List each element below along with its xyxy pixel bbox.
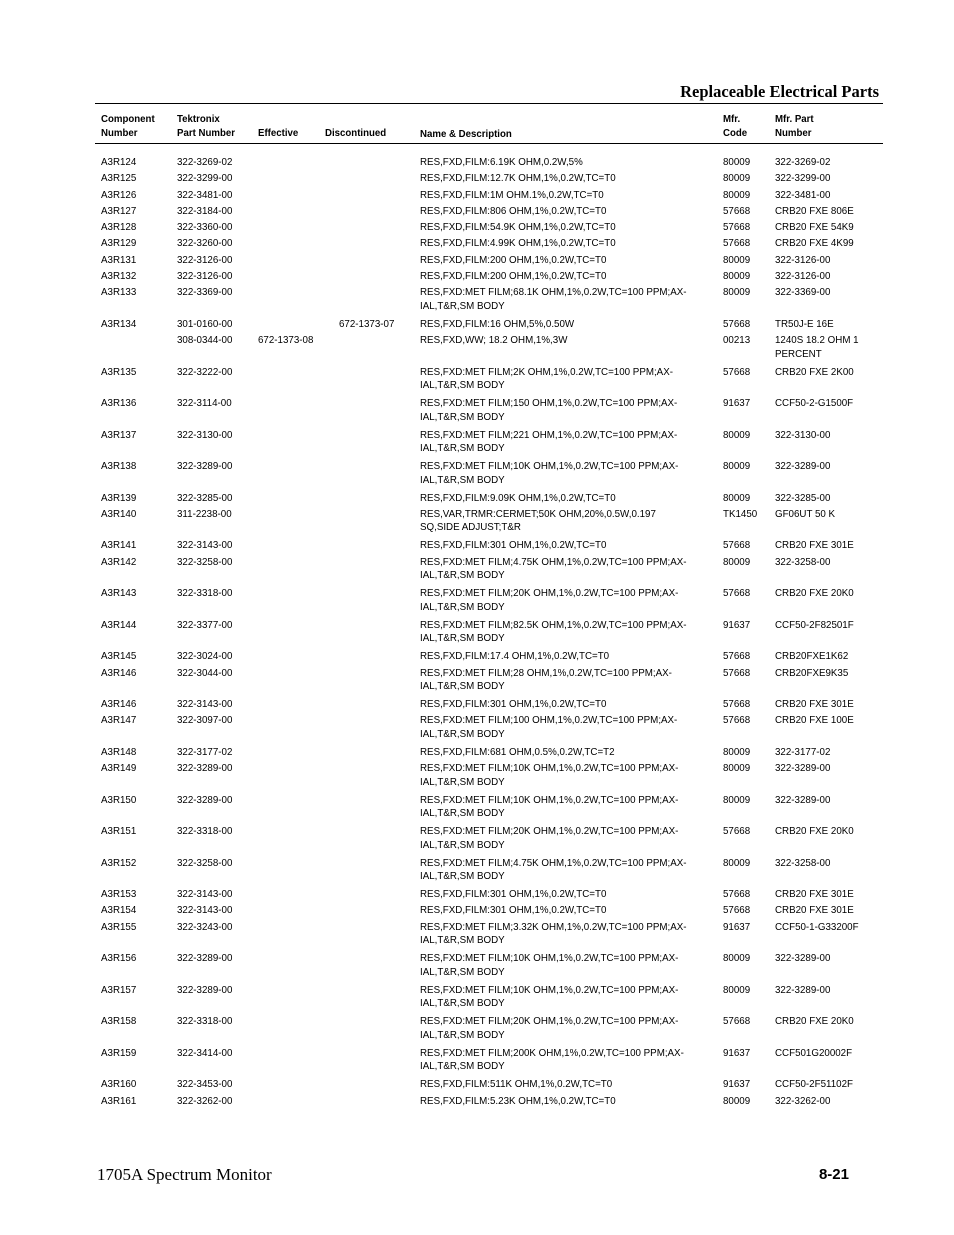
- table-row: [0, 904, 954, 920]
- mfr-code: 80009: [723, 460, 751, 473]
- table-row: [0, 857, 954, 889]
- mfr-code: 80009: [723, 428, 751, 441]
- table-row: [0, 650, 954, 666]
- component-number: A3R149: [101, 762, 137, 775]
- part-description: RES,FXD:MET FILM;200K OHM,1%,0.2W,TC=100 PPM;AX- IAL,T&R,SM BODY: [420, 1046, 684, 1073]
- part-description: RES,FXD:MET FILM;3.32K OHM,1%,0.2W,TC=100 PPM;AX- IAL,T&R,SM BODY: [420, 920, 687, 947]
- section-title: Replaceable Electrical Parts: [680, 82, 879, 101]
- mfr-code: 80009: [723, 156, 751, 168]
- part-description: RES,FXD,WW; 18.2 OHM,1%,3W: [420, 334, 568, 347]
- component-number: A3R153: [101, 888, 137, 901]
- table-row: [0, 984, 954, 1016]
- table-row: [0, 1078, 954, 1094]
- column-header-description: Name & Description: [420, 128, 512, 140]
- mfr-code: 91637: [723, 920, 751, 933]
- component-number: A3R150: [101, 793, 137, 806]
- part-description: RES,FXD:MET FILM;10K OHM,1%,0.2W,TC=100 PPM;AX- IAL,T&R,SM BODY: [420, 952, 679, 978]
- part-description: RES,FXD:MET FILM;10K OHM,1%,0.2W,TC=100 PPM;AX- IAL,T&R,SM BODY: [420, 460, 679, 486]
- column-header-part-number: Tektronix Part Number: [177, 113, 235, 139]
- mfr-part-number: CRB20 FXE 4K99: [775, 237, 854, 250]
- component-number: A3R131: [101, 253, 137, 266]
- part-description: RES,FXD,FILM:17.4 OHM,1%,0.2W,TC=T0: [420, 650, 610, 663]
- mfr-part-number: 322-3289-00: [775, 793, 831, 806]
- mfr-code: 00213: [723, 334, 751, 347]
- mfr-part-number: 322-3299-00: [775, 172, 831, 185]
- component-number: A3R136: [101, 397, 137, 410]
- column-header-mfr-part: Mfr. Part Number: [775, 113, 814, 139]
- tektronix-part-number: 322-3289-00: [177, 952, 233, 965]
- part-description: RES,FXD,FILM:681 OHM,0.5%,0.2W,TC=T2: [420, 745, 615, 758]
- mfr-code: 80009: [723, 762, 751, 775]
- table-row: [0, 667, 954, 699]
- tektronix-part-number: 322-3222-00: [177, 365, 233, 378]
- component-number: A3R156: [101, 952, 137, 965]
- mfr-part-number: 322-3285-00: [775, 491, 831, 504]
- component-number: A3R127: [101, 204, 137, 217]
- component-number: A3R124: [101, 156, 137, 168]
- part-description: RES,FXD:MET FILM;10K OHM,1%,0.2W,TC=100 PPM;AX- IAL,T&R,SM BODY: [420, 983, 679, 1010]
- mfr-code: 80009: [723, 491, 751, 504]
- tektronix-part-number: 322-3258-00: [177, 856, 233, 869]
- part-description: RES,FXD,FILM:54.9K OHM,1%,0.2W,TC=T0: [420, 221, 616, 234]
- table-row: [0, 221, 954, 237]
- part-description: RES,FXD:MET FILM;68.1K OHM,1%,0.2W,TC=100 PPM;AX- IAL,T&R,SM BODY: [420, 286, 687, 312]
- tektronix-part-number: 311-2238-00: [177, 507, 232, 520]
- mfr-code: 80009: [723, 555, 751, 568]
- table-row: [0, 888, 954, 904]
- table-row: [0, 746, 954, 762]
- component-number: A3R155: [101, 920, 137, 933]
- mfr-code: 57668: [723, 587, 751, 600]
- mfr-code: 57668: [723, 1015, 751, 1028]
- mfr-code: 57668: [723, 666, 751, 679]
- mfr-code: 57668: [723, 204, 751, 217]
- part-description: RES,FXD:MET FILM;82.5K OHM,1%,0.2W,TC=100 PPM;AX- IAL,T&R,SM BODY: [420, 618, 687, 645]
- part-description: RES,FXD:MET FILM;20K OHM,1%,0.2W,TC=100 PPM;AX- IAL,T&R,SM BODY: [420, 1015, 679, 1041]
- component-number: A3R159: [101, 1046, 137, 1059]
- table-row: [0, 619, 954, 651]
- mfr-code: 80009: [723, 270, 751, 283]
- component-number: A3R143: [101, 587, 137, 600]
- part-description: RES,VAR,TRMR:CERMET;50K OHM,20%,0.5W,0.197 SQ,SIDE ADJUST;T&R: [420, 507, 656, 534]
- tektronix-part-number: 322-3289-00: [177, 460, 233, 473]
- mfr-part-number: 322-3258-00: [775, 555, 831, 568]
- discontinued-serial: 672-1373-07: [339, 317, 395, 330]
- effective-serial: 672-1373-08: [258, 334, 314, 347]
- table-row: [0, 587, 954, 619]
- component-number: A3R151: [101, 825, 137, 838]
- mfr-part-number: 322-3481-00: [775, 188, 831, 201]
- mfr-code: 57668: [723, 650, 751, 663]
- tektronix-part-number: 322-3318-00: [177, 1015, 233, 1028]
- mfr-code: 80009: [723, 983, 751, 996]
- component-number: A3R146: [101, 698, 137, 711]
- mfr-code: 80009: [723, 793, 751, 806]
- tektronix-part-number: 322-3184-00: [177, 204, 233, 217]
- column-header-effective: Effective: [258, 127, 299, 139]
- part-description: RES,FXD:MET FILM;150 OHM,1%,0.2W,TC=100 PPM;AX- IAL,T&R,SM BODY: [420, 397, 678, 423]
- mfr-code: 57668: [723, 221, 751, 234]
- tektronix-part-number: 322-3258-00: [177, 555, 233, 568]
- tektronix-part-number: 308-0344-00: [177, 334, 233, 347]
- mfr-part-number: 322-3289-00: [775, 983, 831, 996]
- mfr-part-number: CCF50-2F82501F: [775, 618, 854, 631]
- part-description: RES,FXD,FILM:5.23K OHM,1%,0.2W,TC=T0: [420, 1094, 616, 1107]
- mfr-part-number: 322-3177-02: [775, 745, 831, 758]
- component-number: A3R152: [101, 856, 137, 869]
- mfr-part-number: 322-3130-00: [775, 428, 831, 441]
- component-number: A3R129: [101, 237, 137, 250]
- mfr-code: 91637: [723, 397, 751, 410]
- table-row: [0, 1015, 954, 1047]
- tektronix-part-number: 322-3114-00: [177, 397, 232, 410]
- mfr-code: 57668: [723, 904, 751, 917]
- mfr-part-number: 322-3262-00: [775, 1094, 831, 1107]
- table-row: [0, 952, 954, 984]
- tektronix-part-number: 322-3481-00: [177, 188, 233, 201]
- column-header-mfr-code: Mfr. Code: [723, 113, 748, 139]
- mfr-code: 80009: [723, 952, 751, 965]
- tektronix-part-number: 322-3143-00: [177, 539, 233, 552]
- mfr-part-number: 322-3369-00: [775, 286, 831, 299]
- tektronix-part-number: 322-3177-02: [177, 745, 233, 758]
- part-description: RES,FXD:MET FILM;10K OHM,1%,0.2W,TC=100 PPM;AX- IAL,T&R,SM BODY: [420, 762, 679, 788]
- part-description: RES,FXD:MET FILM;2K OHM,1%,0.2W,TC=100 PPM;AX- IAL,T&R,SM BODY: [420, 365, 673, 392]
- mfr-part-number: 322-3289-00: [775, 952, 831, 965]
- mfr-part-number: CRB20 FXE 301E: [775, 904, 854, 917]
- component-number: A3R145: [101, 650, 137, 663]
- tektronix-part-number: 322-3285-00: [177, 491, 233, 504]
- mfr-code: 80009: [723, 172, 751, 185]
- mfr-code: 80009: [723, 1094, 751, 1107]
- part-description: RES,FXD,FILM:200 OHM,1%,0.2W,TC=T0: [420, 253, 607, 266]
- mfr-code: 91637: [723, 1046, 751, 1059]
- table-row: [0, 334, 954, 366]
- table-row: [0, 921, 954, 953]
- mfr-part-number: CRB20 FXE 2K00: [775, 365, 854, 378]
- component-number: A3R139: [101, 491, 137, 504]
- table-row: [0, 492, 954, 508]
- table-row: [0, 460, 954, 492]
- mfr-part-number: CRB20 FXE 806E: [775, 204, 854, 217]
- mfr-code: 80009: [723, 286, 751, 299]
- table-row: [0, 189, 954, 205]
- mfr-part-number: CRB20 FXE 54K9: [775, 221, 854, 234]
- part-description: RES,FXD:MET FILM;28 OHM,1%,0.2W,TC=100 PPM;AX- IAL,T&R,SM BODY: [420, 666, 672, 693]
- mfr-code: 80009: [723, 745, 751, 758]
- table-row: [0, 429, 954, 461]
- component-number: A3R147: [101, 714, 137, 727]
- component-number: A3R140: [101, 507, 137, 520]
- mfr-part-number: 322-3126-00: [775, 270, 831, 283]
- part-description: RES,FXD,FILM:511K OHM,1%,0.2W,TC=T0: [420, 1078, 613, 1091]
- tektronix-part-number: 322-3130-00: [177, 428, 233, 441]
- part-description: RES,FXD:MET FILM;4.75K OHM,1%,0.2W,TC=100 PPM;AX- IAL,T&R,SM BODY: [420, 555, 687, 582]
- tektronix-part-number: 322-3269-02: [177, 156, 233, 168]
- mfr-code: 57668: [723, 888, 751, 901]
- tektronix-part-number: 322-3289-00: [177, 762, 233, 775]
- tektronix-part-number: 322-3126-00: [177, 253, 233, 266]
- table-row: [0, 366, 954, 398]
- mfr-part-number: 1240S 18.2 OHM 1 PERCENT: [775, 334, 859, 360]
- table-row: [0, 539, 954, 555]
- mfr-part-number: CRB20 FXE 100E: [775, 714, 854, 727]
- tektronix-part-number: 322-3024-00: [177, 650, 233, 663]
- component-number: A3R137: [101, 428, 137, 441]
- component-number: A3R134: [101, 317, 137, 330]
- part-description: RES,FXD,FILM:301 OHM,1%,0.2W,TC=T0: [420, 904, 607, 917]
- table-row: [0, 254, 954, 270]
- mfr-part-number: TR50J-E 16E: [775, 317, 834, 330]
- tektronix-part-number: 322-3318-00: [177, 825, 233, 838]
- page-number: 8-21: [818, 1166, 849, 1183]
- part-description: RES,FXD,FILM:301 OHM,1%,0.2W,TC=T0: [420, 888, 607, 901]
- table-row: [0, 556, 954, 588]
- table-row: [0, 270, 954, 286]
- mfr-part-number: CRB20FXE1K62: [775, 650, 849, 663]
- mfr-part-number: CCF50-2F51102F: [775, 1078, 853, 1091]
- mfr-part-number: CCF501G20002F: [775, 1046, 853, 1059]
- table-row: [0, 1047, 954, 1079]
- footer-title: 1705A Spectrum Monitor: [97, 1165, 272, 1184]
- component-number: A3R126: [101, 188, 137, 201]
- component-number: A3R135: [101, 365, 137, 378]
- mfr-code: 57668: [723, 365, 751, 378]
- part-description: RES,FXD,FILM:1M OHM.1%,0.2W,TC=T0: [420, 188, 604, 201]
- table-row: [0, 318, 954, 334]
- mfr-code: 57668: [723, 237, 751, 250]
- mfr-code: 91637: [723, 1078, 751, 1091]
- component-number: A3R158: [101, 1015, 137, 1028]
- table-row: [0, 205, 954, 221]
- mfr-part-number: 322-3289-00: [775, 762, 831, 775]
- component-number: A3R128: [101, 221, 137, 234]
- component-number: A3R138: [101, 460, 137, 473]
- tektronix-part-number: 322-3414-00: [177, 1046, 233, 1059]
- tektronix-part-number: 322-3289-00: [177, 793, 233, 806]
- part-description: RES,FXD,FILM:4.99K OHM,1%,0.2W,TC=T0: [420, 237, 616, 250]
- part-description: RES,FXD,FILM:12.7K OHM,1%,0.2W,TC=T0: [420, 172, 616, 185]
- tektronix-part-number: 322-3299-00: [177, 172, 233, 185]
- part-description: RES,FXD:MET FILM;20K OHM,1%,0.2W,TC=100 PPM;AX- IAL,T&R,SM BODY: [420, 825, 679, 851]
- table-row: [0, 825, 954, 857]
- tektronix-part-number: 322-3289-00: [177, 983, 233, 996]
- mfr-part-number: CCF50-1-G33200F: [775, 920, 859, 933]
- part-description: RES,FXD:MET FILM;10K OHM,1%,0.2W,TC=100 PPM;AX- IAL,T&R,SM BODY: [420, 793, 679, 820]
- mfr-part-number: CRB20 FXE 20K0: [775, 587, 854, 600]
- part-description: RES,FXD,FILM:200 OHM,1%,0.2W,TC=T0: [420, 270, 607, 283]
- header-bottom-rule: [95, 143, 883, 144]
- part-description: RES,FXD,FILM:16 OHM,5%,0.50W: [420, 317, 575, 330]
- tektronix-part-number: 322-3243-00: [177, 920, 233, 933]
- component-number: A3R160: [101, 1078, 137, 1091]
- mfr-part-number: GF06UT 50 K: [775, 507, 836, 520]
- mfr-part-number: CRB20 FXE 301E: [775, 539, 854, 552]
- mfr-code: 80009: [723, 188, 751, 201]
- mfr-code: 57668: [723, 317, 751, 330]
- tektronix-part-number: 322-3126-00: [177, 270, 233, 283]
- table-row: [0, 508, 954, 540]
- mfr-part-number: CRB20 FXE 301E: [775, 888, 854, 901]
- tektronix-part-number: 322-3143-00: [177, 904, 233, 917]
- tektronix-part-number: 322-3044-00: [177, 666, 233, 679]
- part-description: RES,FXD,FILM:9.09K OHM,1%,0.2W,TC=T0: [420, 491, 616, 504]
- parts-table: [0, 156, 954, 1111]
- component-number: A3R146: [101, 666, 137, 679]
- part-description: RES,FXD:MET FILM;221 OHM,1%,0.2W,TC=100 PPM;AX- IAL,T&R,SM BODY: [420, 428, 678, 455]
- mfr-code: 80009: [723, 856, 751, 869]
- tektronix-part-number: 322-3453-00: [177, 1078, 233, 1091]
- mfr-part-number: 322-3289-00: [775, 460, 831, 473]
- mfr-code: 57668: [723, 698, 751, 711]
- component-number: A3R154: [101, 904, 137, 917]
- mfr-code: 80009: [723, 253, 751, 266]
- mfr-part-number: CRB20FXE9K35: [775, 666, 849, 679]
- table-row: [0, 172, 954, 188]
- part-description: RES,FXD:MET FILM;100 OHM,1%,0.2W,TC=100 PPM;AX- IAL,T&R,SM BODY: [420, 714, 678, 740]
- table-row: [0, 762, 954, 794]
- component-number: A3R133: [101, 286, 137, 299]
- header-top-rule: [95, 103, 883, 104]
- table-row: [0, 1095, 954, 1111]
- component-number: A3R132: [101, 270, 137, 283]
- mfr-part-number: 322-3258-00: [775, 856, 831, 869]
- table-row: [0, 714, 954, 746]
- tektronix-part-number: 322-3369-00: [177, 286, 233, 299]
- table-row: [0, 794, 954, 826]
- tektronix-part-number: 322-3097-00: [177, 714, 233, 727]
- mfr-code: TK1450: [723, 507, 758, 520]
- component-number: A3R161: [101, 1094, 137, 1107]
- mfr-part-number: 322-3269-02: [775, 156, 831, 168]
- column-header-discontinued: Discontinued: [325, 127, 387, 139]
- tektronix-part-number: 322-3143-00: [177, 698, 233, 711]
- mfr-code: 57668: [723, 825, 751, 838]
- component-number: A3R144: [101, 618, 137, 631]
- tektronix-part-number: 322-3377-00: [177, 618, 233, 631]
- tektronix-part-number: 322-3143-00: [177, 888, 233, 901]
- tektronix-part-number: 322-3260-00: [177, 237, 233, 250]
- mfr-code: 57668: [723, 714, 751, 727]
- mfr-part-number: 322-3126-00: [775, 253, 831, 266]
- mfr-code: 57668: [723, 539, 751, 552]
- component-number: A3R148: [101, 745, 137, 758]
- mfr-part-number: CRB20 FXE 20K0: [775, 825, 854, 838]
- column-header-component: Component Number: [101, 113, 155, 139]
- table-row: [0, 237, 954, 253]
- part-description: RES,FXD,FILM:806 OHM,1%,0.2W,TC=T0: [420, 204, 607, 217]
- tektronix-part-number: 322-3360-00: [177, 221, 233, 234]
- part-description: RES,FXD:MET FILM;4.75K OHM,1%,0.2W,TC=100 PPM;AX- IAL,T&R,SM BODY: [420, 856, 687, 883]
- mfr-part-number: CRB20 FXE 301E: [775, 698, 854, 711]
- component-number: A3R125: [101, 172, 137, 185]
- part-description: RES,FXD,FILM:301 OHM,1%,0.2W,TC=T0: [420, 698, 607, 711]
- component-number: A3R141: [101, 539, 137, 552]
- table-row: [0, 698, 954, 714]
- component-number: A3R142: [101, 555, 137, 568]
- table-row: [0, 397, 954, 429]
- mfr-part-number: CCF50-2-G1500F: [775, 397, 854, 410]
- mfr-part-number: CRB20 FXE 20K0: [775, 1015, 854, 1028]
- part-description: RES,FXD:MET FILM;20K OHM,1%,0.2W,TC=100 PPM;AX- IAL,T&R,SM BODY: [420, 587, 679, 613]
- part-description: RES,FXD,FILM:6.19K OHM,0.2W,5%: [420, 156, 583, 168]
- table-row: [0, 286, 954, 318]
- component-number: A3R157: [101, 983, 137, 996]
- table-row: [0, 156, 954, 172]
- part-description: RES,FXD,FILM:301 OHM,1%,0.2W,TC=T0: [420, 539, 607, 552]
- tektronix-part-number: 322-3262-00: [177, 1094, 233, 1107]
- mfr-code: 91637: [723, 618, 751, 631]
- tektronix-part-number: 301-0160-00: [177, 317, 233, 330]
- tektronix-part-number: 322-3318-00: [177, 587, 233, 600]
